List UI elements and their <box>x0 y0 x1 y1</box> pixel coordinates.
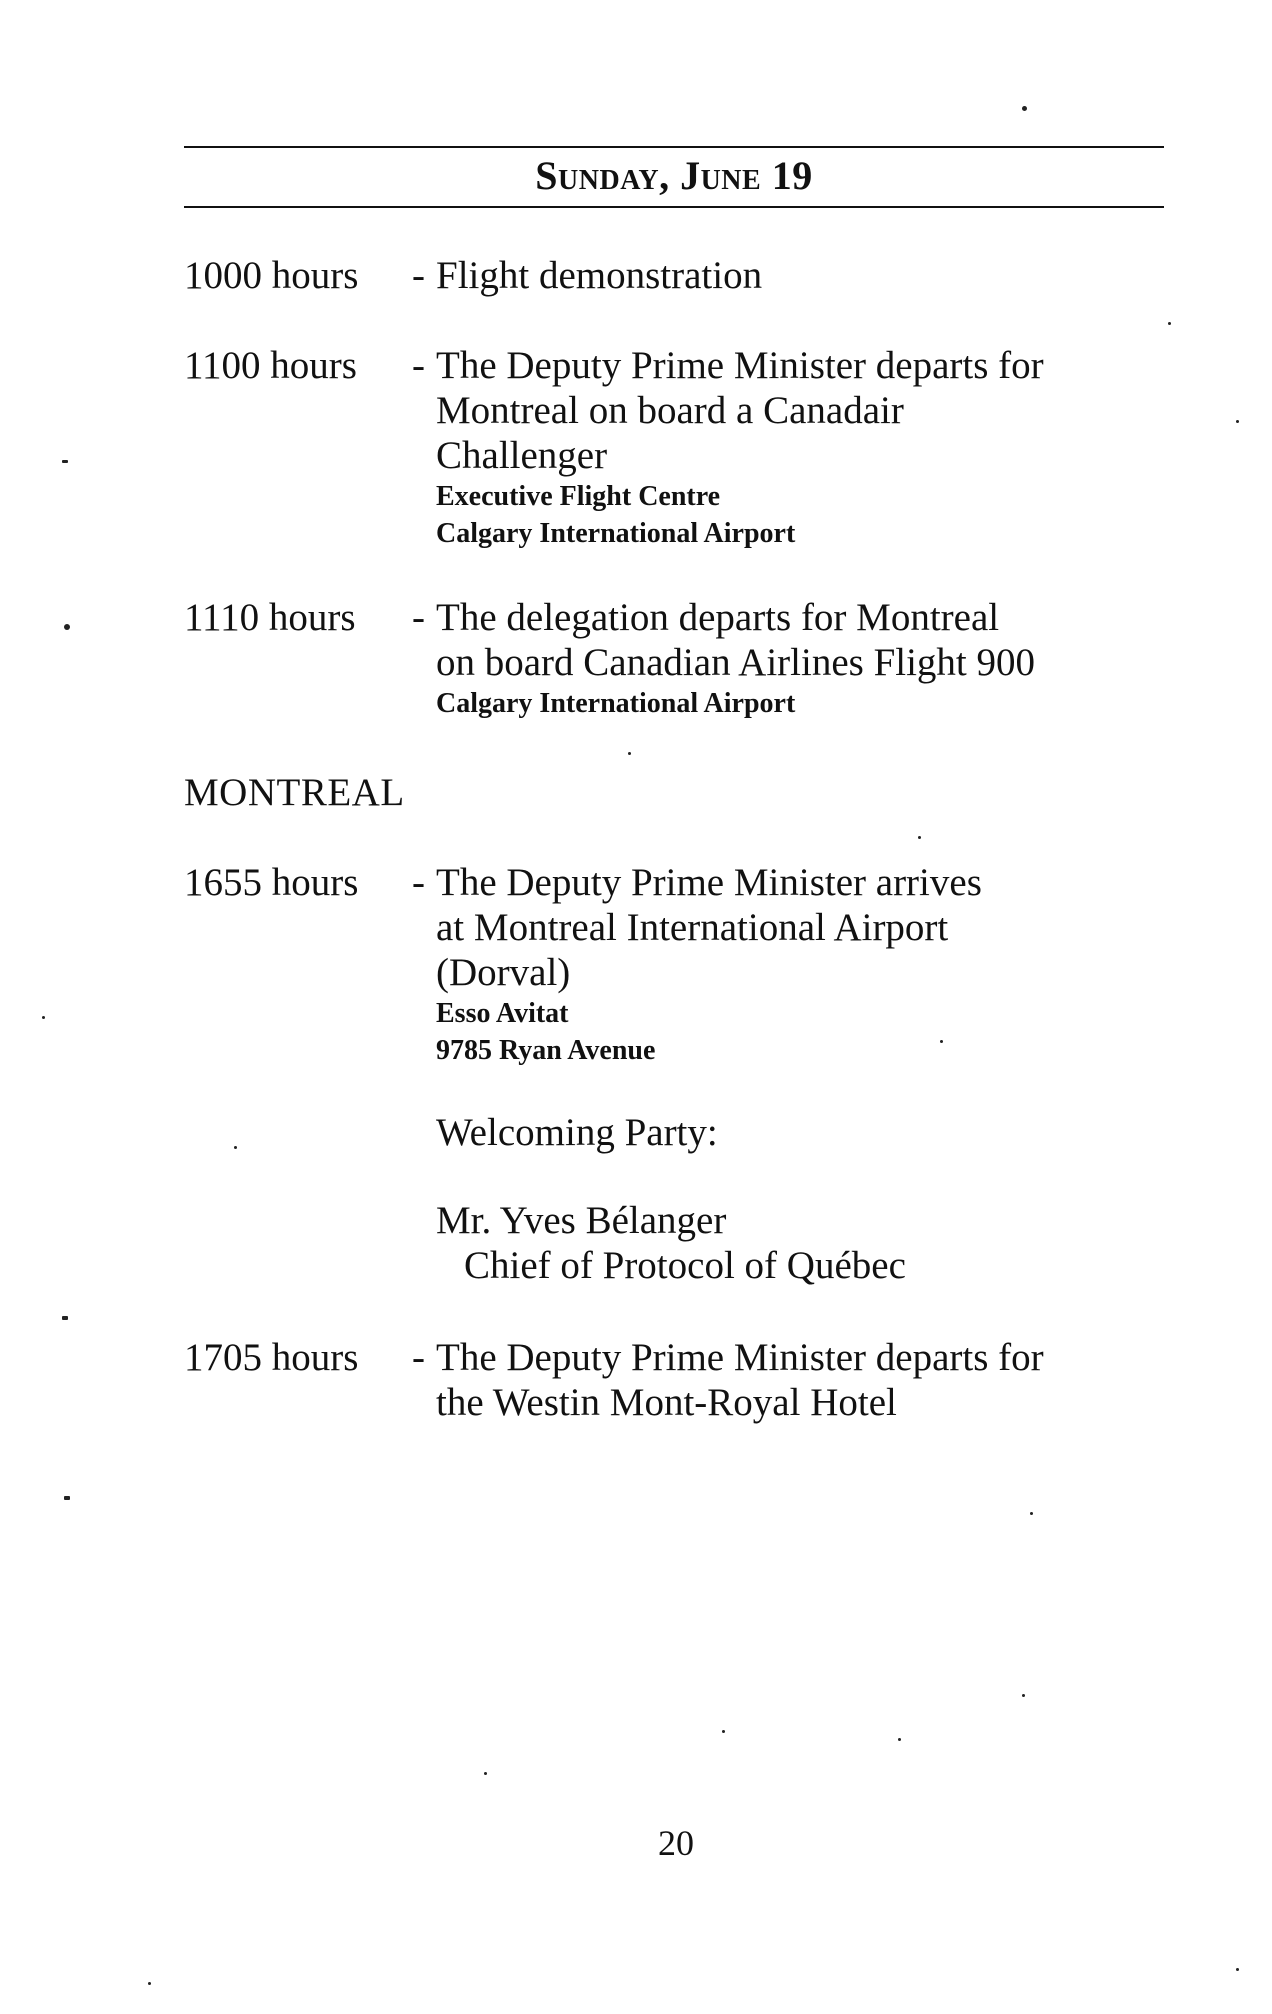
scan-speck <box>1236 1968 1239 1971</box>
entry-line: Montreal on board a Canadair <box>436 389 904 432</box>
entry-dash: - <box>412 344 425 387</box>
entry-time: 1100 hours <box>184 344 357 387</box>
entry-dash: - <box>412 861 425 904</box>
scan-speck <box>148 1982 151 1985</box>
welcoming-party-role: Chief of Protocol of Québec <box>464 1244 906 1287</box>
entry-time: 1655 hours <box>184 861 359 904</box>
entry-description <box>436 595 1272 722</box>
scan-speck <box>234 1146 237 1149</box>
scan-speck <box>42 1016 45 1019</box>
entry-location: Esso Avitat <box>436 998 569 1029</box>
entry-location: Calgary International Airport <box>436 518 796 549</box>
header-top-rule <box>184 146 1164 148</box>
entry-line: on board Canadian Airlines Flight 900 <box>436 641 1036 684</box>
entry-dash: - <box>412 254 425 297</box>
entry-time: 1000 hours <box>184 254 359 297</box>
scan-speck <box>1022 106 1027 111</box>
scan-speck <box>64 624 70 630</box>
entry-line: (Dorval) <box>436 951 571 994</box>
entry-location: Executive Flight Centre <box>436 481 721 512</box>
entry-time: 1110 hours <box>184 596 356 639</box>
entry-description <box>436 253 1272 298</box>
page-heading: Sunday, June 19 <box>535 153 813 198</box>
scan-speck <box>940 1040 943 1043</box>
scan-speck <box>1030 1512 1033 1515</box>
welcoming-party-name: Mr. Yves Bélanger <box>436 1199 727 1242</box>
scan-speck <box>484 1772 487 1775</box>
entry-line: The Deputy Prime Minister departs for <box>436 1336 1044 1379</box>
entry-line: The Deputy Prime Minister departs for <box>436 344 1044 387</box>
entry-line: at Montreal International Airport <box>436 906 949 949</box>
welcoming-party-label: Welcoming Party: <box>436 1111 718 1154</box>
entry-line: The delegation departs for Montreal <box>436 596 1000 639</box>
scan-speck <box>722 1730 725 1733</box>
entry-dash: - <box>412 596 425 639</box>
header-bottom-rule <box>184 206 1164 208</box>
entry-time: 1705 hours <box>184 1336 359 1379</box>
entry-location: Calgary International Airport <box>436 688 796 719</box>
scan-speck <box>1168 322 1171 325</box>
scan-speck <box>62 1316 68 1320</box>
page-number: 20 <box>658 1823 694 1863</box>
entry-line: Challenger <box>436 434 608 477</box>
scan-speck <box>1236 420 1239 423</box>
entry-description <box>436 860 1272 1069</box>
entry-line: The Deputy Prime Minister arrives <box>436 861 982 904</box>
entry-line: Flight demonstration <box>436 254 763 297</box>
scan-speck <box>1022 1694 1025 1697</box>
scan-speck <box>918 836 921 839</box>
section-heading-montreal: MONTREAL <box>184 771 405 814</box>
scan-speck <box>62 460 68 463</box>
entry-dash: - <box>412 1336 425 1379</box>
entry-location: 9785 Ryan Avenue <box>436 1035 656 1066</box>
entry-description <box>436 1335 1272 1425</box>
entry-description <box>436 343 1272 552</box>
scan-speck <box>628 752 631 755</box>
entry-line: the Westin Mont-Royal Hotel <box>436 1381 897 1424</box>
scan-speck <box>64 1496 70 1500</box>
scan-speck <box>898 1738 901 1741</box>
